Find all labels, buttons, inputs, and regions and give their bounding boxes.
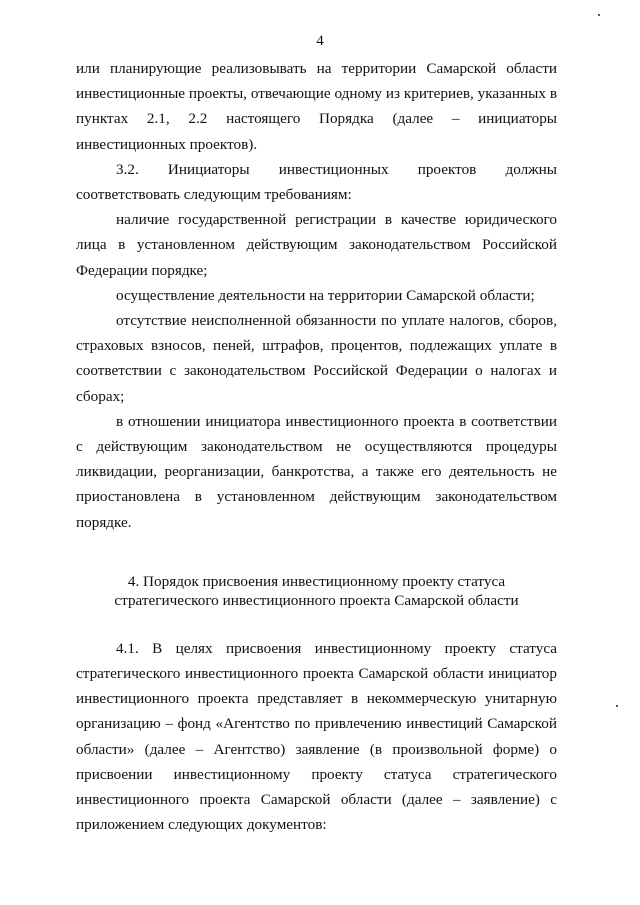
- requirement-activity: осуществление деятельности на территории Самарской области;: [116, 286, 535, 304]
- paragraph-3-2-requirements: 3.2. Инициаторы инвестиционных проектов должны соответствовать следующим требованиям:: [76, 160, 557, 204]
- requirement-registration: наличие государственной регистрации в качестве юридического лица в установленном действующим законодательством Российской Федерации порядке;: [76, 211, 557, 279]
- scan-speck: [598, 14, 600, 16]
- scan-speck: [616, 705, 618, 707]
- page-number: 4: [316, 33, 324, 49]
- requirement-no-tax-debt: отсутствие неисполненной обязанности по уплате налогов, сборов, страховых взносов, пеней, штрафов, процентов, подлежащих уплате в соответствии с законодательством Российской Федерации о налогах и сборах;: [76, 312, 557, 405]
- paragraph-4-1-application: 4.1. В целях присвоения инвестиционному проекту статуса стратегического инвестиционного проекта Самарской области инициатор инвестиционного проекта представляет в некоммерческую унитарную организацию – фонд «Агентство по привлечению инвестиций Самарской области» (далее – Агентство) заявление (в произвольной форме) о присвоении инвестиционному проекту статуса стратегического инвестиционного проекта Самарской области (далее – заявление) с приложением следующих документов:: [76, 639, 557, 834]
- paragraph-initiators-definition: или планирующие реализовывать на территории Самарской области инвестиционные проекты, отвечающие одному из критериев, указанных в пунктах 2.1, 2.2 настоящего Порядка (далее – инициаторы инвестиционных проектов).: [76, 60, 557, 153]
- section-heading-line-1: 4. Порядок присвоения инвестиционному проекту статуса: [127, 572, 506, 590]
- section-heading-line-2: стратегического инвестиционного проекта Самарской области: [114, 591, 519, 609]
- document-body: [76, 56, 557, 837]
- requirement-no-liquidation: в отношении инициатора инвестиционного проекта в соответствии с действующим законодательством не осуществляются процедуры ликвидации, реорганизации, банкротства, а также его деятельность не приостановлена в установленном действующим законодательством порядке.: [76, 412, 557, 531]
